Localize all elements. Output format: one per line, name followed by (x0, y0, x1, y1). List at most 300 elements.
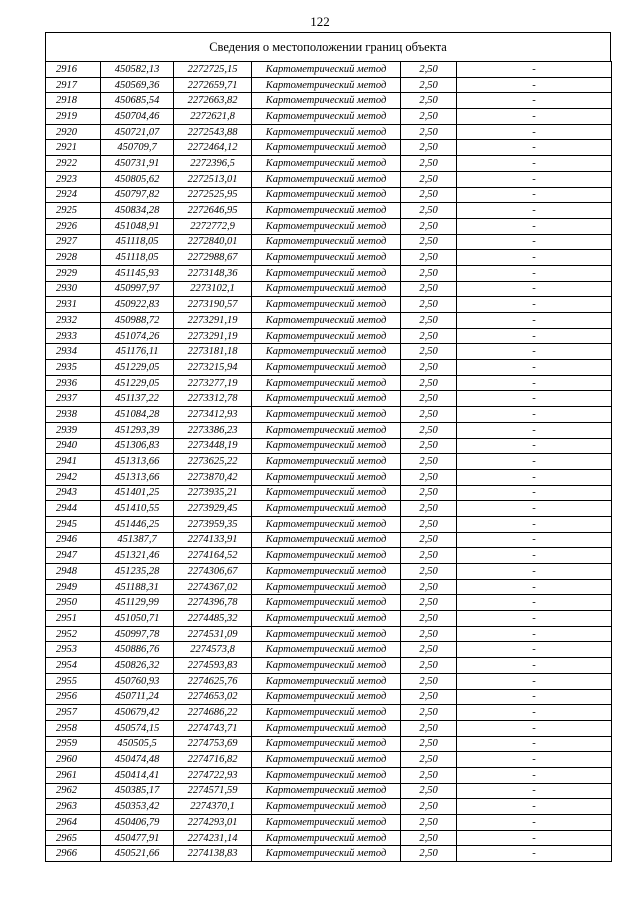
y-coordinate-cell: 2272725,15 (174, 62, 252, 78)
point-number-cell: 2920 (46, 124, 101, 140)
point-number-cell: 2939 (46, 422, 101, 438)
point-number-cell: 2952 (46, 626, 101, 642)
table-row (46, 532, 612, 548)
method-cell: Картометрический метод (252, 265, 401, 281)
accuracy-cell: 2,50 (401, 187, 457, 203)
accuracy-cell: 2,50 (401, 469, 457, 485)
method-cell: Картометрический метод (252, 815, 401, 831)
table-row (46, 767, 612, 783)
table-row (46, 720, 612, 736)
method-cell: Картометрический метод (252, 564, 401, 580)
table-row (46, 846, 612, 862)
x-coordinate-cell: 450353,42 (101, 799, 174, 815)
x-coordinate-cell: 451188,31 (101, 579, 174, 595)
accuracy-cell: 2,50 (401, 140, 457, 156)
method-cell: Картометрический метод (252, 736, 401, 752)
table-row (46, 485, 612, 501)
point-number-cell: 2938 (46, 407, 101, 423)
method-cell: Картометрический метод (252, 187, 401, 203)
table-row (46, 658, 612, 674)
table-row (46, 689, 612, 705)
accuracy-cell: 2,50 (401, 783, 457, 799)
y-coordinate-cell: 2272772,9 (174, 218, 252, 234)
x-coordinate-cell: 451084,28 (101, 407, 174, 423)
table-row (46, 297, 612, 313)
y-coordinate-cell: 2273870,42 (174, 469, 252, 485)
table-row (46, 705, 612, 721)
method-cell: Картометрический метод (252, 62, 401, 78)
method-cell: Картометрический метод (252, 422, 401, 438)
description-cell: - (457, 705, 612, 721)
y-coordinate-cell: 2273215,94 (174, 360, 252, 376)
y-coordinate-cell: 2274138,83 (174, 846, 252, 862)
y-coordinate-cell: 2272464,12 (174, 140, 252, 156)
method-cell: Картометрический метод (252, 752, 401, 768)
table-row (46, 438, 612, 454)
accuracy-cell: 2,50 (401, 579, 457, 595)
method-cell: Картометрический метод (252, 516, 401, 532)
y-coordinate-cell: 2273181,18 (174, 344, 252, 360)
accuracy-cell: 2,50 (401, 313, 457, 329)
point-number-cell: 2932 (46, 313, 101, 329)
x-coordinate-cell: 451313,66 (101, 469, 174, 485)
table-row (46, 109, 612, 125)
table-row (46, 281, 612, 297)
accuracy-cell: 2,50 (401, 626, 457, 642)
table-row (46, 736, 612, 752)
point-number-cell: 2951 (46, 611, 101, 627)
point-number-cell: 2919 (46, 109, 101, 125)
point-number-cell: 2916 (46, 62, 101, 78)
x-coordinate-cell: 451176,11 (101, 344, 174, 360)
description-cell: - (457, 799, 612, 815)
accuracy-cell: 2,50 (401, 548, 457, 564)
table-row (46, 422, 612, 438)
point-number-cell: 2926 (46, 218, 101, 234)
description-cell: - (457, 218, 612, 234)
point-number-cell: 2925 (46, 203, 101, 219)
method-cell: Картометрический метод (252, 109, 401, 125)
x-coordinate-cell: 451074,26 (101, 328, 174, 344)
page-number: 122 (310, 14, 330, 29)
method-cell: Картометрический метод (252, 595, 401, 611)
accuracy-cell: 2,50 (401, 407, 457, 423)
description-cell: - (457, 752, 612, 768)
point-number-cell: 2950 (46, 595, 101, 611)
x-coordinate-cell: 451446,25 (101, 516, 174, 532)
method-cell: Картометрический метод (252, 658, 401, 674)
description-cell: - (457, 140, 612, 156)
description-cell: - (457, 109, 612, 125)
description-cell: - (457, 516, 612, 532)
x-coordinate-cell: 451118,05 (101, 250, 174, 266)
description-cell: - (457, 438, 612, 454)
y-coordinate-cell: 2274293,01 (174, 815, 252, 831)
y-coordinate-cell: 2273291,19 (174, 313, 252, 329)
method-cell: Картометрический метод (252, 93, 401, 109)
method-cell: Картометрический метод (252, 485, 401, 501)
accuracy-cell: 2,50 (401, 595, 457, 611)
x-coordinate-cell: 450922,83 (101, 297, 174, 313)
point-number-cell: 2946 (46, 532, 101, 548)
point-number-cell: 2930 (46, 281, 101, 297)
description-cell: - (457, 564, 612, 580)
accuracy-cell: 2,50 (401, 218, 457, 234)
point-number-cell: 2962 (46, 783, 101, 799)
y-coordinate-cell: 2274396,78 (174, 595, 252, 611)
y-coordinate-cell: 2274164,52 (174, 548, 252, 564)
method-cell: Картометрический метод (252, 673, 401, 689)
method-cell: Картометрический метод (252, 297, 401, 313)
point-number-cell: 2963 (46, 799, 101, 815)
x-coordinate-cell: 451229,05 (101, 360, 174, 376)
table-row (46, 360, 612, 376)
description-cell: - (457, 658, 612, 674)
x-coordinate-cell: 450760,93 (101, 673, 174, 689)
method-cell: Картометрический метод (252, 124, 401, 140)
description-cell: - (457, 485, 612, 501)
point-number-cell: 2927 (46, 234, 101, 250)
point-number-cell: 2965 (46, 830, 101, 846)
accuracy-cell: 2,50 (401, 642, 457, 658)
y-coordinate-cell: 2274625,76 (174, 673, 252, 689)
y-coordinate-cell: 2272621,8 (174, 109, 252, 125)
accuracy-cell: 2,50 (401, 720, 457, 736)
point-number-cell: 2961 (46, 767, 101, 783)
y-coordinate-cell: 2274653,02 (174, 689, 252, 705)
description-cell: - (457, 642, 612, 658)
y-coordinate-cell: 2273959,35 (174, 516, 252, 532)
point-number-cell: 2917 (46, 77, 101, 93)
x-coordinate-cell: 451129,99 (101, 595, 174, 611)
table-row (46, 516, 612, 532)
accuracy-cell: 2,50 (401, 391, 457, 407)
x-coordinate-cell: 450679,42 (101, 705, 174, 721)
method-cell: Картометрический метод (252, 375, 401, 391)
accuracy-cell: 2,50 (401, 156, 457, 172)
point-number-cell: 2964 (46, 815, 101, 831)
x-coordinate-cell: 450709,7 (101, 140, 174, 156)
table-row (46, 344, 612, 360)
description-cell: - (457, 360, 612, 376)
point-number-cell: 2940 (46, 438, 101, 454)
description-cell: - (457, 234, 612, 250)
description-cell: - (457, 626, 612, 642)
x-coordinate-cell: 450997,78 (101, 626, 174, 642)
method-cell: Картометрический метод (252, 77, 401, 93)
coordinates-table-body (46, 62, 612, 862)
description-cell: - (457, 469, 612, 485)
x-coordinate-cell: 450685,54 (101, 93, 174, 109)
method-cell: Картометрический метод (252, 281, 401, 297)
y-coordinate-cell: 2274743,71 (174, 720, 252, 736)
table-row (46, 564, 612, 580)
method-cell: Картометрический метод (252, 720, 401, 736)
table-row (46, 93, 612, 109)
y-coordinate-cell: 2272525,95 (174, 187, 252, 203)
x-coordinate-cell: 451313,66 (101, 454, 174, 470)
point-number-cell: 2937 (46, 391, 101, 407)
table-row (46, 391, 612, 407)
x-coordinate-cell: 450406,79 (101, 815, 174, 831)
description-cell: - (457, 313, 612, 329)
method-cell: Картометрический метод (252, 689, 401, 705)
method-cell: Картометрический метод (252, 203, 401, 219)
y-coordinate-cell: 2273448,19 (174, 438, 252, 454)
x-coordinate-cell: 450826,32 (101, 658, 174, 674)
description-cell: - (457, 281, 612, 297)
point-number-cell: 2958 (46, 720, 101, 736)
table-row (46, 218, 612, 234)
x-coordinate-cell: 450704,46 (101, 109, 174, 125)
description-cell: - (457, 407, 612, 423)
y-coordinate-cell: 2274573,8 (174, 642, 252, 658)
description-cell: - (457, 391, 612, 407)
description-cell: - (457, 767, 612, 783)
table-row (46, 156, 612, 172)
point-number-cell: 2948 (46, 564, 101, 580)
accuracy-cell: 2,50 (401, 360, 457, 376)
y-coordinate-cell: 2274485,32 (174, 611, 252, 627)
description-cell: - (457, 595, 612, 611)
method-cell: Картометрический метод (252, 532, 401, 548)
table-row (46, 783, 612, 799)
table-row (46, 799, 612, 815)
y-coordinate-cell: 2273412,93 (174, 407, 252, 423)
method-cell: Картометрический метод (252, 611, 401, 627)
y-coordinate-cell: 2274133,91 (174, 532, 252, 548)
y-coordinate-cell: 2272988,67 (174, 250, 252, 266)
method-cell: Картометрический метод (252, 171, 401, 187)
point-number-cell: 2955 (46, 673, 101, 689)
accuracy-cell: 2,50 (401, 344, 457, 360)
y-coordinate-cell: 2273277,19 (174, 375, 252, 391)
table-row (46, 752, 612, 768)
method-cell: Картометрический метод (252, 407, 401, 423)
y-coordinate-cell: 2272646,95 (174, 203, 252, 219)
method-cell: Картометрический метод (252, 438, 401, 454)
accuracy-cell: 2,50 (401, 830, 457, 846)
x-coordinate-cell: 450521,66 (101, 846, 174, 862)
table-row (46, 77, 612, 93)
accuracy-cell: 2,50 (401, 689, 457, 705)
x-coordinate-cell: 450805,62 (101, 171, 174, 187)
accuracy-cell: 2,50 (401, 375, 457, 391)
accuracy-cell: 2,50 (401, 705, 457, 721)
description-cell: - (457, 297, 612, 313)
description-cell: - (457, 156, 612, 172)
y-coordinate-cell: 2273148,36 (174, 265, 252, 281)
x-coordinate-cell: 450474,48 (101, 752, 174, 768)
table-row (46, 469, 612, 485)
description-cell: - (457, 532, 612, 548)
accuracy-cell: 2,50 (401, 234, 457, 250)
y-coordinate-cell: 2274722,93 (174, 767, 252, 783)
x-coordinate-cell: 451387,7 (101, 532, 174, 548)
description-cell: - (457, 265, 612, 281)
table-row (46, 140, 612, 156)
x-coordinate-cell: 450721,07 (101, 124, 174, 140)
method-cell: Картометрический метод (252, 234, 401, 250)
table-row (46, 501, 612, 517)
point-number-cell: 2956 (46, 689, 101, 705)
point-number-cell: 2945 (46, 516, 101, 532)
point-number-cell: 2931 (46, 297, 101, 313)
description-cell: - (457, 328, 612, 344)
method-cell: Картометрический метод (252, 344, 401, 360)
method-cell: Картометрический метод (252, 705, 401, 721)
point-number-cell: 2933 (46, 328, 101, 344)
x-coordinate-cell: 451401,25 (101, 485, 174, 501)
x-coordinate-cell: 451048,91 (101, 218, 174, 234)
x-coordinate-cell: 451229,05 (101, 375, 174, 391)
x-coordinate-cell: 450834,28 (101, 203, 174, 219)
accuracy-cell: 2,50 (401, 171, 457, 187)
method-cell: Картометрический метод (252, 328, 401, 344)
y-coordinate-cell: 2274231,14 (174, 830, 252, 846)
point-number-cell: 2943 (46, 485, 101, 501)
x-coordinate-cell: 450711,24 (101, 689, 174, 705)
point-number-cell: 2936 (46, 375, 101, 391)
accuracy-cell: 2,50 (401, 265, 457, 281)
table-row (46, 234, 612, 250)
y-coordinate-cell: 2274370,1 (174, 799, 252, 815)
x-coordinate-cell: 450886,76 (101, 642, 174, 658)
point-number-cell: 2921 (46, 140, 101, 156)
x-coordinate-cell: 450731,91 (101, 156, 174, 172)
y-coordinate-cell: 2272396,5 (174, 156, 252, 172)
accuracy-cell: 2,50 (401, 846, 457, 862)
y-coordinate-cell: 2273291,19 (174, 328, 252, 344)
table-row (46, 328, 612, 344)
table-row (46, 830, 612, 846)
point-number-cell: 2953 (46, 642, 101, 658)
table-row (46, 673, 612, 689)
accuracy-cell: 2,50 (401, 485, 457, 501)
x-coordinate-cell: 450997,97 (101, 281, 174, 297)
table-row (46, 171, 612, 187)
description-cell: - (457, 815, 612, 831)
description-cell: - (457, 187, 612, 203)
x-coordinate-cell: 450797,82 (101, 187, 174, 203)
accuracy-cell: 2,50 (401, 62, 457, 78)
method-cell: Картометрический метод (252, 454, 401, 470)
point-number-cell: 2966 (46, 846, 101, 862)
point-number-cell: 2944 (46, 501, 101, 517)
method-cell: Картометрический метод (252, 250, 401, 266)
x-coordinate-cell: 451118,05 (101, 234, 174, 250)
method-cell: Картометрический метод (252, 156, 401, 172)
y-coordinate-cell: 2274686,22 (174, 705, 252, 721)
table-row (46, 62, 612, 78)
x-coordinate-cell: 450477,91 (101, 830, 174, 846)
accuracy-cell: 2,50 (401, 250, 457, 266)
y-coordinate-cell: 2272543,88 (174, 124, 252, 140)
description-cell: - (457, 689, 612, 705)
accuracy-cell: 2,50 (401, 815, 457, 831)
y-coordinate-cell: 2272663,82 (174, 93, 252, 109)
table-row (46, 626, 612, 642)
accuracy-cell: 2,50 (401, 109, 457, 125)
accuracy-cell: 2,50 (401, 673, 457, 689)
y-coordinate-cell: 2274571,59 (174, 783, 252, 799)
method-cell: Картометрический метод (252, 501, 401, 517)
point-number-cell: 2922 (46, 156, 101, 172)
point-number-cell: 2935 (46, 360, 101, 376)
y-coordinate-cell: 2273929,45 (174, 501, 252, 517)
method-cell: Картометрический метод (252, 626, 401, 642)
table-row (46, 250, 612, 266)
description-cell: - (457, 846, 612, 862)
point-number-cell: 2960 (46, 752, 101, 768)
table-row (46, 203, 612, 219)
method-cell: Картометрический метод (252, 360, 401, 376)
y-coordinate-cell: 2274367,02 (174, 579, 252, 595)
table-row (46, 124, 612, 140)
accuracy-cell: 2,50 (401, 203, 457, 219)
description-cell: - (457, 62, 612, 78)
method-cell: Картометрический метод (252, 469, 401, 485)
point-number-cell: 2954 (46, 658, 101, 674)
point-number-cell: 2949 (46, 579, 101, 595)
x-coordinate-cell: 451410,55 (101, 501, 174, 517)
table-row (46, 642, 612, 658)
accuracy-cell: 2,50 (401, 564, 457, 580)
point-number-cell: 2947 (46, 548, 101, 564)
x-coordinate-cell: 451137,22 (101, 391, 174, 407)
table-row (46, 579, 612, 595)
table-row (46, 375, 612, 391)
point-number-cell: 2923 (46, 171, 101, 187)
accuracy-cell: 2,50 (401, 611, 457, 627)
table-row (46, 454, 612, 470)
y-coordinate-cell: 2272840,01 (174, 234, 252, 250)
y-coordinate-cell: 2273386,23 (174, 422, 252, 438)
accuracy-cell: 2,50 (401, 501, 457, 517)
x-coordinate-cell: 450569,36 (101, 77, 174, 93)
table-row (46, 187, 612, 203)
description-cell: - (457, 673, 612, 689)
accuracy-cell: 2,50 (401, 77, 457, 93)
x-coordinate-cell: 450988,72 (101, 313, 174, 329)
accuracy-cell: 2,50 (401, 93, 457, 109)
point-number-cell: 2928 (46, 250, 101, 266)
point-number-cell: 2942 (46, 469, 101, 485)
x-coordinate-cell: 450414,41 (101, 767, 174, 783)
method-cell: Картометрический метод (252, 783, 401, 799)
description-cell: - (457, 250, 612, 266)
accuracy-cell: 2,50 (401, 124, 457, 140)
accuracy-cell: 2,50 (401, 532, 457, 548)
y-coordinate-cell: 2273312,78 (174, 391, 252, 407)
section-title: Сведения о местоположении границ объекта (45, 32, 611, 61)
method-cell: Картометрический метод (252, 642, 401, 658)
x-coordinate-cell: 450385,17 (101, 783, 174, 799)
description-cell: - (457, 830, 612, 846)
x-coordinate-cell: 451235,28 (101, 564, 174, 580)
y-coordinate-cell: 2272659,71 (174, 77, 252, 93)
method-cell: Картометрический метод (252, 218, 401, 234)
y-coordinate-cell: 2274531,09 (174, 626, 252, 642)
table-row (46, 548, 612, 564)
description-cell: - (457, 720, 612, 736)
method-cell: Картометрический метод (252, 767, 401, 783)
description-cell: - (457, 77, 612, 93)
description-cell: - (457, 422, 612, 438)
method-cell: Картометрический метод (252, 391, 401, 407)
description-cell: - (457, 93, 612, 109)
table-row (46, 407, 612, 423)
